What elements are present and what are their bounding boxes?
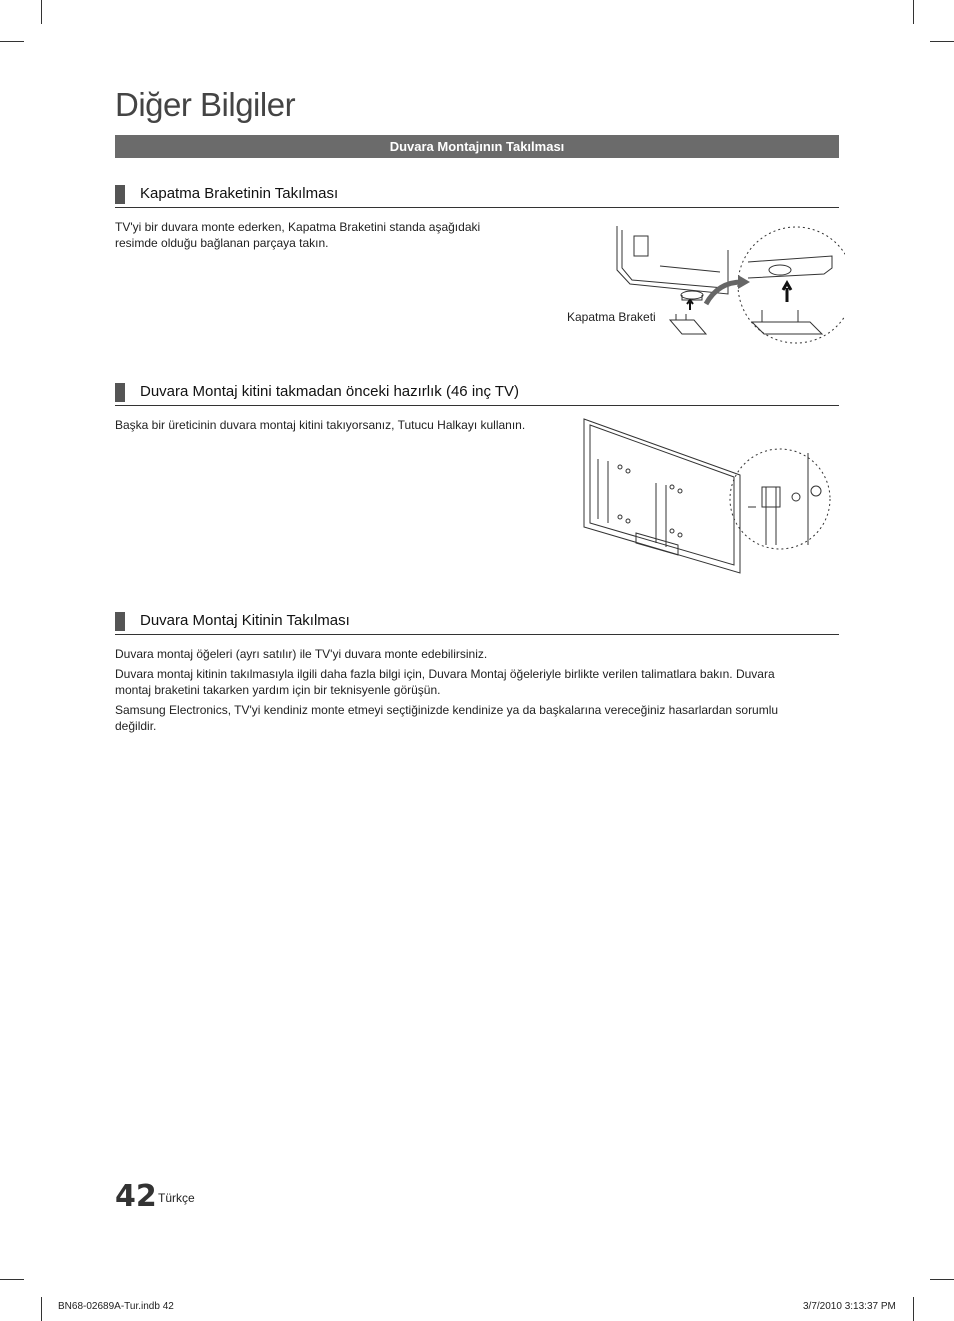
crop-mark <box>41 0 42 24</box>
page-number: 42 <box>115 1179 157 1214</box>
section-heading-text: Duvara Montaj Kitinin Takılması <box>140 612 350 629</box>
section-heading-wall-mount-kit <box>115 612 839 635</box>
paragraph: Samsung Electronics, TV'yi kendiniz monte etmeyi seçtiğinizde kendinize ya da başkalarına vereceğiniz hasarlardan sorumlu <box>115 703 779 717</box>
heading-marker <box>115 185 125 204</box>
section-title-bar: Duvara Montajının Takılması <box>115 135 839 158</box>
tv-back-illustration <box>580 415 840 580</box>
cover-bracket-illustration <box>600 222 845 350</box>
section-body <box>115 417 525 433</box>
heading-marker <box>115 612 125 631</box>
section-heading-cover-bracket <box>115 185 839 208</box>
paragraph: değildir. <box>115 719 157 733</box>
paragraph: Duvara montaj öğeleri (ayrı satılır) ile TV'yi duvara monte edebilirsiniz. <box>115 647 488 661</box>
footer-timestamp: 3/7/2010 3:13:37 PM <box>803 1301 896 1312</box>
page-title: Diğer Bilgiler <box>115 86 296 123</box>
paragraph: montaj braketini takarken yardım için bir teknisyenle görüşün. <box>115 683 441 697</box>
section-body <box>115 219 480 251</box>
crop-mark <box>930 41 954 42</box>
paragraph: Duvara montaj kitinin takılmasıyla ilgili daha fazla bilgi için, Duvara Montaj öğeleriyle birlikte verilen talimatlara bakın. Duvara <box>115 667 775 681</box>
crop-mark <box>913 1297 914 1321</box>
crop-mark <box>930 1279 954 1280</box>
crop-mark <box>41 1297 42 1321</box>
crop-mark <box>913 0 914 24</box>
footer-file-info: BN68-02689A-Tur.indb 42 <box>58 1301 174 1312</box>
heading-marker <box>115 383 125 402</box>
figure-caption: Kapatma Braketi <box>567 310 656 324</box>
paragraph: resimde olduğu bağlanan parçaya takın. <box>115 236 329 250</box>
crop-mark <box>0 1279 24 1280</box>
crop-mark <box>0 41 24 42</box>
language-label: Türkçe <box>158 1191 195 1205</box>
section-heading-text: Duvara Montaj kitini takmadan önceki hazırlık (46 inç TV) <box>140 383 520 400</box>
section-heading-text: Kapatma Braketinin Takılması <box>140 185 339 202</box>
paragraph: TV'yi bir duvara monte ederken, Kapatma Braketini standa aşağıdaki <box>115 220 481 234</box>
section-heading-wall-mount-prep <box>115 383 839 406</box>
paragraph: Başka bir üreticinin duvara montaj kitini takıyorsanız, Tutucu Halkayı kullanın. <box>115 418 526 432</box>
section-body <box>115 646 778 734</box>
